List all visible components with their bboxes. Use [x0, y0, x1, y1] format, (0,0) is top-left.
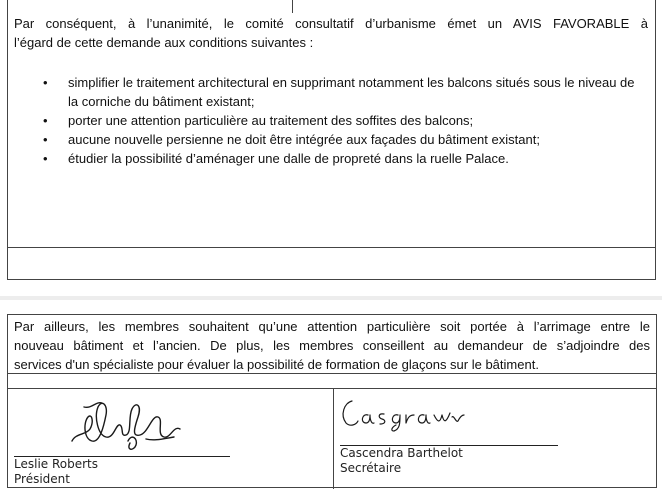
- recommendation-line-2: nouveau bâtiment et l’ancien. De plus, les membres conseillent au demandeur de s’adjoindre des: [14, 338, 650, 353]
- signature-block-right: [334, 389, 656, 489]
- condition-item: • aucune nouvelle persienne ne doit être intégrée aux façades du bâtiment existant;: [12, 130, 648, 149]
- avis-intro-line-2: l’égard de cette demande aux conditions suivantes :: [14, 35, 314, 50]
- table-rule: [8, 373, 656, 374]
- handwritten-signature-right: [336, 393, 466, 433]
- table-divider: [292, 0, 293, 13]
- signatory-name: Cascendra Barthelot: [340, 446, 463, 460]
- avis-paragraph: [14, 14, 648, 52]
- signature-block-left: [8, 389, 333, 489]
- recommendation-section: [7, 314, 657, 488]
- recommendation-line-3: services d'un spécialiste pour évaluer la possibilité de formation de glaçons sur le bâtiment.: [14, 357, 539, 372]
- conditions-list: [12, 73, 648, 168]
- table-rule: [8, 247, 655, 248]
- handwritten-signature-left: [62, 395, 192, 455]
- recommendation-paragraph: [14, 317, 650, 374]
- avis-section: [7, 0, 656, 280]
- condition-item: • simplifier le traitement architectural en supprimant notamment les balcons situés sous le niveau de la corniche du bâtiment existant;: [12, 73, 648, 111]
- page-break: [0, 296, 662, 300]
- recommendation-line-1: Par ailleurs, les membres souhaitent qu’une attention particulière soit portée à l’arrimage entre le: [14, 319, 650, 334]
- signatory-name: Leslie Roberts: [14, 457, 99, 471]
- condition-item: • porter une attention particulière au traitement des soffites des balcons;: [12, 111, 648, 130]
- signatory-title: Secrétaire: [340, 461, 402, 475]
- condition-item: • étudier la possibilité d’aménager une dalle de propreté dans la ruelle Palace.: [12, 149, 648, 168]
- avis-intro-line-1: Par conséquent, à l’unanimité, le comité consultatif d’urbanisme émet un AVIS FAVORABLE à: [14, 16, 648, 31]
- signatory-title: Président: [14, 472, 70, 486]
